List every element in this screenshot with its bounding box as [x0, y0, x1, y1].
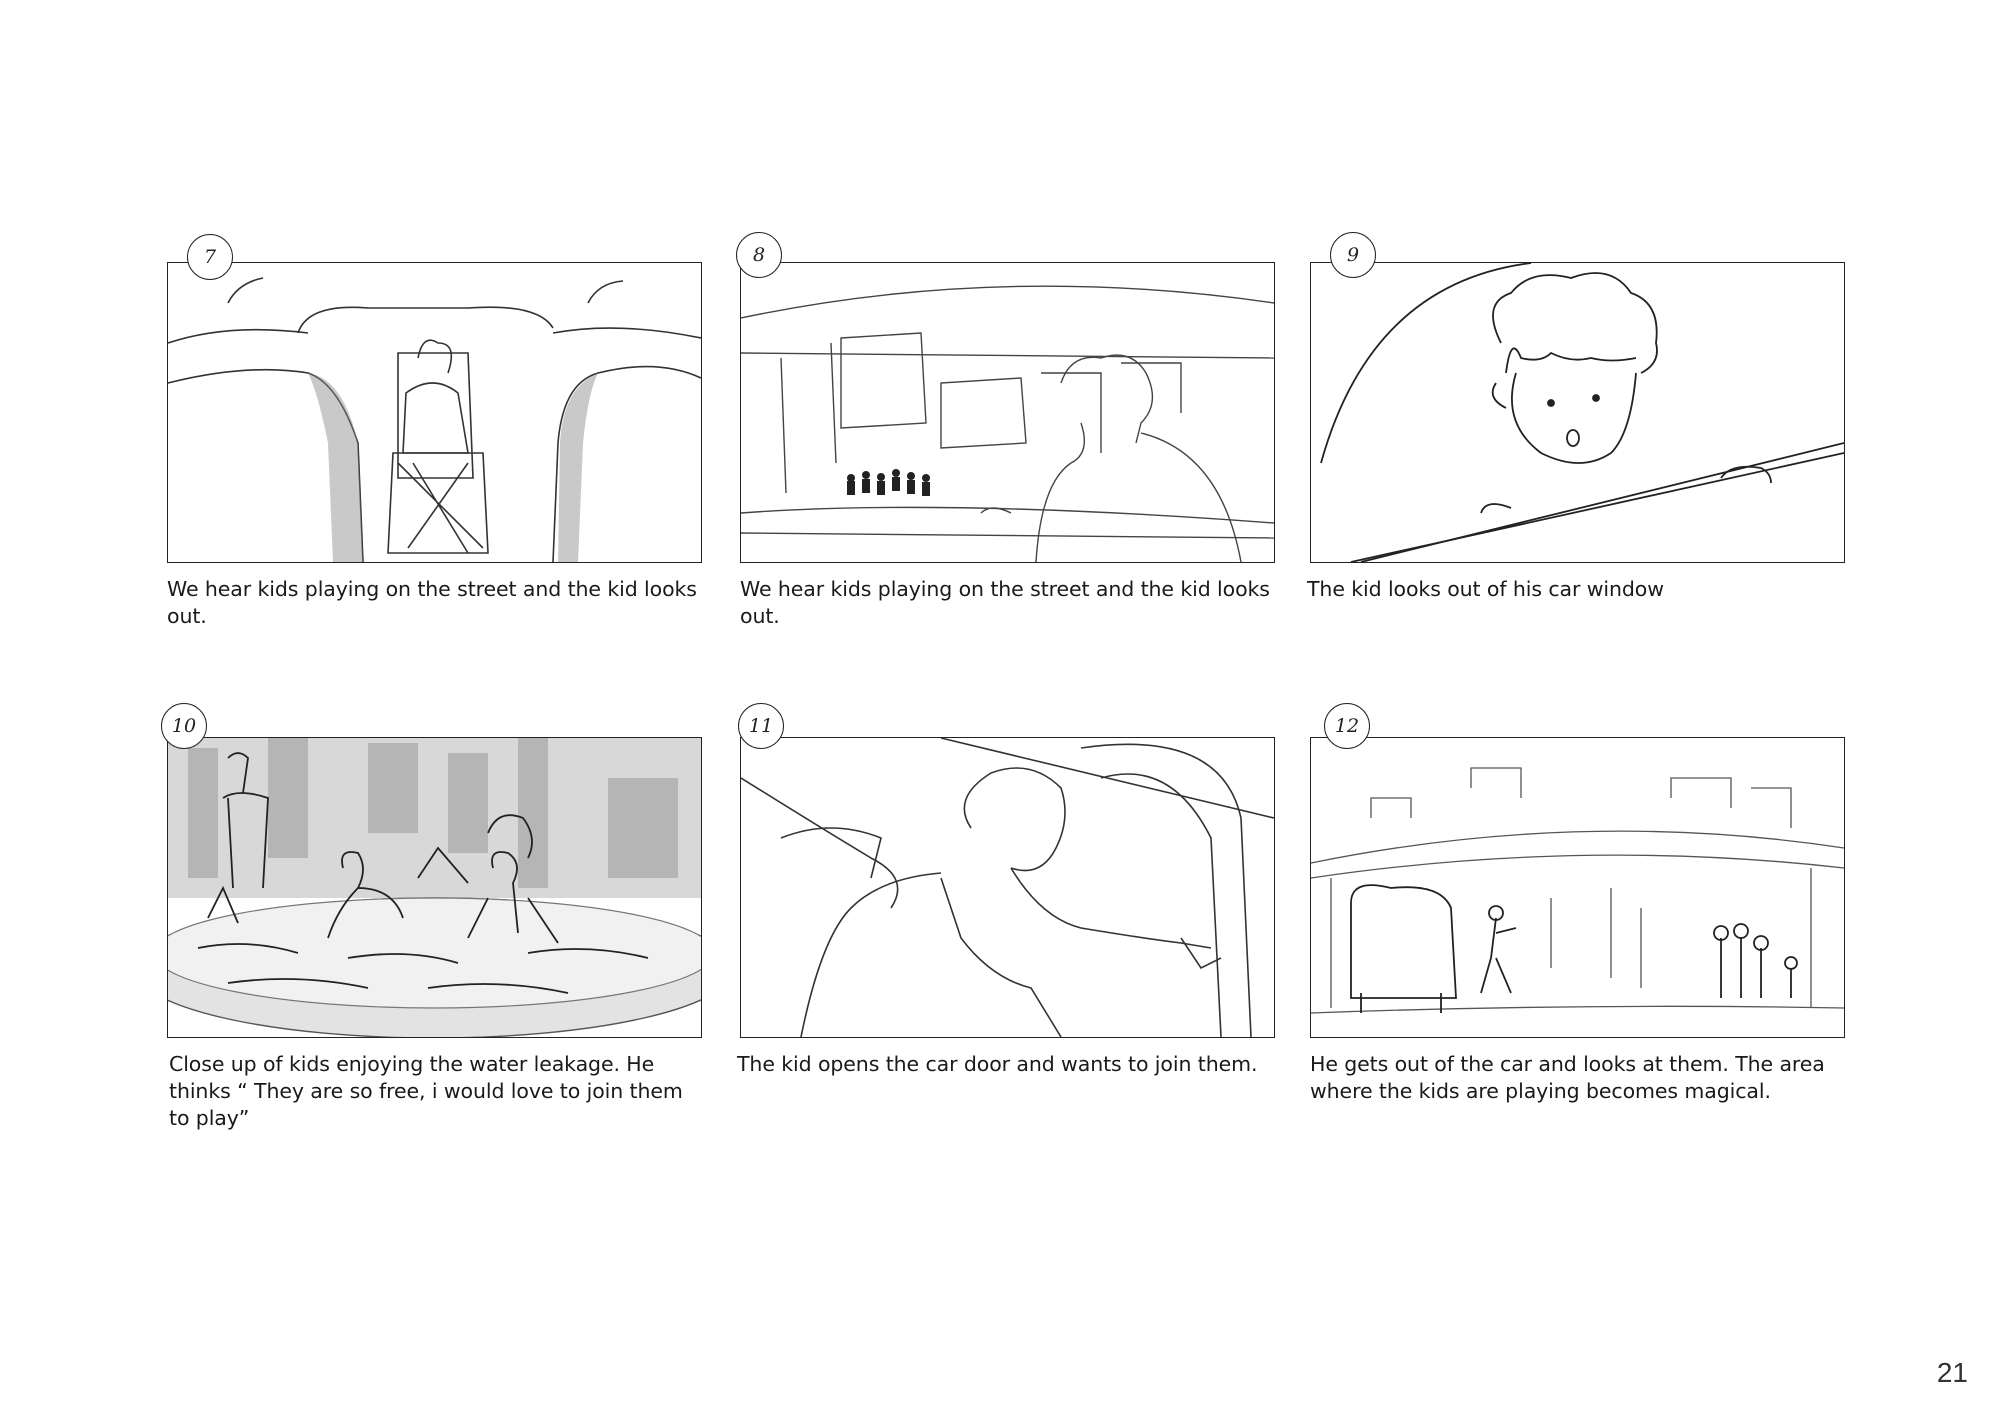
- panel-caption: He gets out of the car and looks at them. The area where the kids are playing becomes magical.: [1310, 1052, 1825, 1103]
- panel-sketch-frame: [167, 737, 702, 1038]
- kids-splashing-sketch: [168, 738, 701, 1037]
- storyboard-panel-8: [740, 244, 1275, 628]
- kid-window-sketch: [1311, 263, 1844, 562]
- panel-caption: We hear kids playing on the street and the kid looks out.: [167, 577, 697, 628]
- panel-number-badge: 8: [736, 232, 782, 278]
- panel-caption: The kid opens the car door and wants to join them.: [737, 1052, 1258, 1076]
- panel-caption: Close up of kids enjoying the water leakage. He thinks “ They are so free, i would love to join them to play”: [169, 1052, 683, 1130]
- kid-opening-door-sketch: [741, 738, 1274, 1037]
- storyboard-panel-12: [1310, 715, 1845, 1103]
- storyboard-panel-11: [737, 715, 1275, 1076]
- windshield-street-sketch: [741, 263, 1274, 562]
- page-number: 21: [1936, 1357, 1968, 1388]
- panel-number-badge: 7: [187, 234, 233, 280]
- storyboard-panel-7: [167, 246, 702, 628]
- panel-sketch-frame: [1310, 262, 1845, 563]
- panel-caption: The kid looks out of his car window: [1307, 577, 1664, 601]
- panel-sketch-frame: [740, 262, 1275, 563]
- panel-number-badge: 12: [1324, 703, 1370, 749]
- storyboard-panel-10: [167, 715, 702, 1130]
- street-kids-sketch: [1311, 738, 1844, 1037]
- panel-sketch-frame: [1310, 737, 1845, 1038]
- panel-number-badge: 9: [1330, 232, 1376, 278]
- panel-sketch-frame: [740, 737, 1275, 1038]
- panel-sketch-frame: [167, 262, 702, 563]
- car-interior-sketch: [168, 263, 701, 562]
- panel-number-badge: 10: [161, 703, 207, 749]
- storyboard-panel-9: [1307, 244, 1845, 601]
- panel-caption: We hear kids playing on the street and the kid looks out.: [740, 577, 1270, 628]
- panel-number-badge: 11: [738, 703, 784, 749]
